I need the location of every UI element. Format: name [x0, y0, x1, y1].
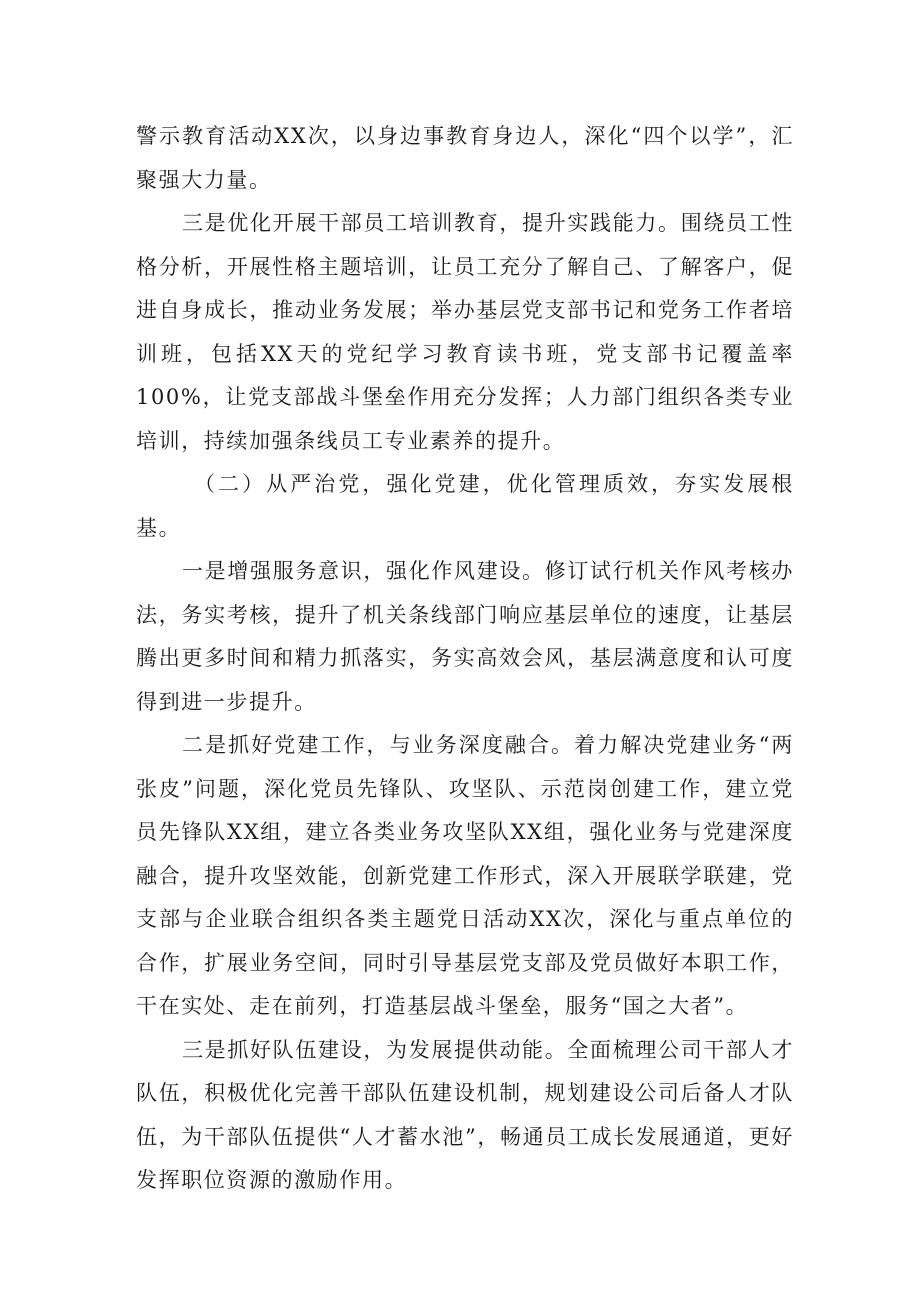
paragraph-warning-education: 警示教育活动XX次，以身边事教育身边人，深化“四个以学”，汇聚强大力量。 [136, 124, 794, 192]
document-body [136, 115, 794, 1203]
paragraph-team-building: 三是抓好队伍建设，为发展提供动能。全面梳理公司干部人才队伍，积极优化完善干部队伍建设机制，规划建设公司后备人才队伍，为干部队伍提供“人才蓄水池”，畅通员工成长发展通道，更好发挥职位资源的激励作用。 [136, 1037, 794, 1192]
paragraph-service-awareness: 一是增强服务意识，强化作风建设。修订试行机关作风考核办法，务实考核，提升了机关条线部门响应基层单位的速度，让基层腾出更多时间和精力抓落实，务实高效会风，基层满意度和认可度得到进一步提升。 [136, 559, 794, 714]
paragraph-party-building: 二是抓好党建工作，与业务深度融合。着力解决党建业务“两张皮”问题，深化党员先锋队、攻坚队、示范岗创建工作，建立党员先锋队XX组，建立各类业务攻坚队XX组，强化业务与党建深度融合，提升攻坚效能，创新党建工作形式，深入开展联学联建，党支部与企业联合组织各类主题党日活动XX次，深化与重点单位的合作，扩展业务空间，同时引导基层党支部及党员做好本职工作，干在实处、走在前列，打造基层战斗堡垒，服务“国之大者”。 [136, 733, 794, 1018]
section-heading-party-governance: （二）从严治党，强化党建，优化管理质效，夯实发展根基。 [136, 472, 794, 540]
paragraph-staff-training: 三是优化开展干部员工培训教育，提升实践能力。围绕员工性格分析，开展性格主题培训，让员工充分了解自己、了解客户，促进自身成长，推动业务发展；举办基层党支部书记和党务工作者培训班，包括XX天的党纪学习教育读书班，党支部书记覆盖率100%，让党支部战斗堡垒作用充分发挥；人力部门组织各类专业培训，持续加强条线员工专业素养的提升。 [136, 211, 794, 453]
